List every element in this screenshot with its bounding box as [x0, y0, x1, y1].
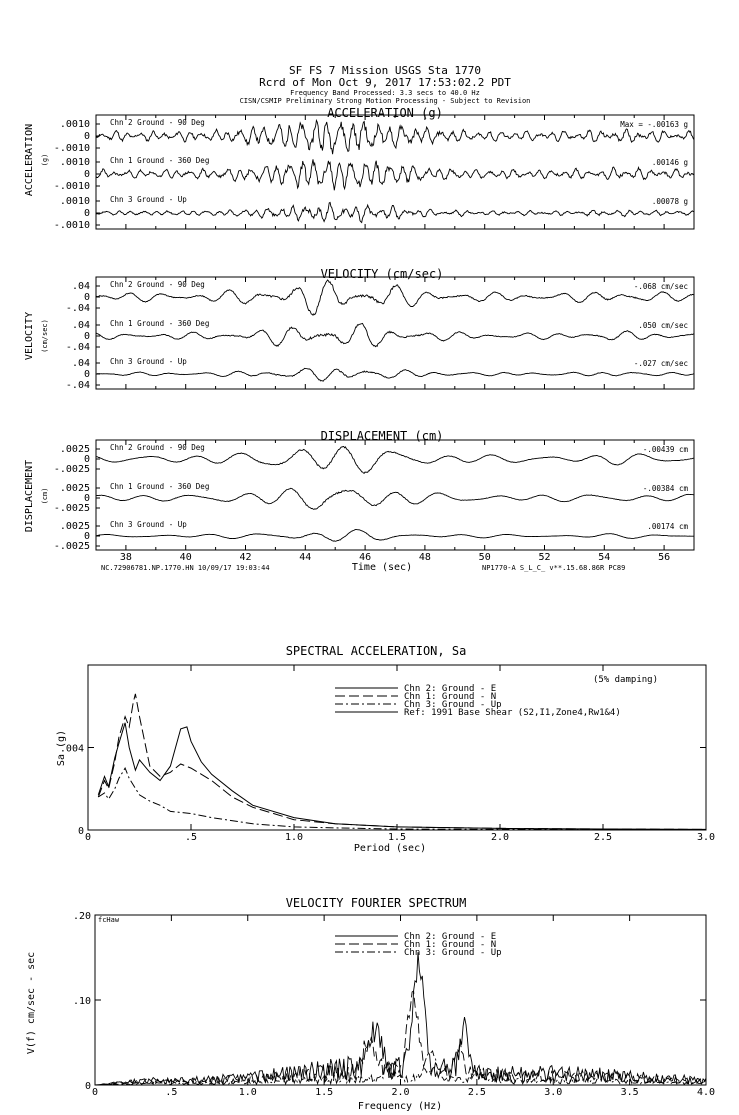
record-id-footer: NC.72906781.NP.1770.HN 10/09/17 19:03:44	[101, 564, 270, 572]
fourier-series-1	[95, 952, 706, 1085]
acceleration-title: ACCELERATION (g)	[327, 106, 443, 120]
accel-peak-label: .00146 g	[651, 158, 688, 167]
fourier-ylabel: V(f) cm/sec - sec	[26, 951, 37, 1055]
vel-channel-label: Chn 1 Ground - 360 Deg	[110, 319, 210, 328]
fourier-x-tick-label: 2.5	[467, 1087, 486, 1098]
fourier-x-tick-label: 2.0	[391, 1087, 410, 1098]
accel-y-tick-label: 0	[83, 131, 90, 142]
fourier-x-tick-label: 1.5	[315, 1087, 334, 1098]
vel-channel-label: Chn 2 Ground - 90 Deg	[110, 280, 205, 289]
displacement-panel	[24, 429, 694, 573]
fourier-legend-label: Chn 2: Ground - E	[404, 932, 497, 942]
disp-y-tick-label: 0	[83, 493, 90, 504]
vel-peak-label: .050 cm/sec	[638, 321, 688, 330]
fourier-x-tick-label: 0	[91, 1087, 99, 1098]
fourier-x-tick-label: 3.0	[544, 1087, 563, 1098]
accel-y-tick-label: .0010	[59, 119, 90, 130]
disp-trace-3	[96, 530, 694, 542]
disp-trace-2	[96, 488, 694, 509]
disp-y-tick-label: .0025	[59, 444, 90, 455]
accel-channel-label: Chn 3 Ground - Up	[110, 195, 187, 204]
disp-x-tick-label: 40	[179, 552, 192, 563]
fourier-title: VELOCITY FOURIER SPECTRUM	[285, 896, 467, 910]
spectral-legend-label: Chn 3: Ground - Up	[404, 700, 502, 710]
header-processing-note: CISN/CSMIP Preliminary Strong Motion Processing - Subject to Revision	[239, 97, 531, 105]
disp-channel-label: Chn 3 Ground - Up	[110, 520, 187, 529]
fourier-x-tick-label: 1.0	[238, 1087, 257, 1098]
velocity-title: VELOCITY (cm/sec)	[320, 267, 444, 281]
disp-x-tick-label: 48	[418, 552, 431, 563]
disp-frame	[96, 440, 694, 550]
acceleration-yunit: (g)	[41, 153, 49, 167]
vel-y-tick-label: 0	[83, 369, 90, 380]
spectral-x-tick-label: 2.0	[490, 832, 510, 843]
disp-peak-label: .00174 cm	[647, 522, 688, 531]
disp-y-tick-label: -.0025	[53, 503, 90, 514]
header-station: SF FS 7 Mission USGS Sta 1770	[288, 64, 482, 77]
velocity-yunit: (cm/sec)	[41, 319, 49, 353]
velocity-fourier-spectrum-chart	[26, 896, 715, 1112]
vel-y-tick-label: .04	[71, 281, 90, 292]
vel-y-tick-label: .04	[71, 320, 90, 331]
fourier-frame	[95, 915, 706, 1085]
disp-x-tick-label: 38	[119, 552, 132, 563]
vel-y-tick-label: 0	[83, 331, 90, 342]
disp-channel-label: Chn 1 Ground - 360 Deg	[110, 482, 210, 491]
spectral-x-tick-label: 1.5	[387, 832, 407, 843]
accel-channel-label: Chn 1 Ground - 360 Deg	[110, 156, 210, 165]
fourier-y-tick-label: .10	[72, 996, 91, 1007]
fourier-legend-label: Chn 3: Ground - Up	[404, 948, 502, 958]
spectral-x-tick-label: 2.5	[593, 832, 613, 843]
fourier-x-tick-label: 4.0	[696, 1087, 716, 1098]
vel-peak-label: -.068 cm/sec	[633, 282, 688, 291]
header-record: Rcrd of Mon Oct 9, 2017 17:53:02.2 PDT	[259, 76, 511, 89]
displacement-yunit: (cm)	[41, 487, 49, 505]
fourier-y-tick-label: 0	[84, 1081, 91, 1092]
spectral-x-tick-label: .5	[184, 832, 198, 843]
spectral-ylabel: Sa (g)	[56, 729, 67, 767]
accel-y-tick-label: .0010	[59, 196, 90, 207]
disp-y-tick-label: .0025	[59, 521, 90, 532]
accel-y-tick-label: -.0010	[53, 220, 90, 231]
vel-channel-label: Chn 3 Ground - Up	[110, 357, 187, 366]
disp-y-tick-label: .0025	[59, 483, 90, 494]
displacement-ylabel: DISPLACEMENT	[24, 459, 35, 533]
disp-x-tick-label: 46	[359, 552, 372, 563]
spectral-acceleration-chart	[56, 644, 715, 854]
fourier-x-tick-label: .5	[165, 1087, 178, 1098]
velocity-panel	[24, 267, 694, 391]
velocity-ylabel: VELOCITY	[24, 311, 35, 361]
acceleration-panel	[24, 106, 694, 231]
header-frequency-band: Frequency Band Processed: 3.3 secs to 40.0 Hz	[290, 89, 480, 97]
disp-x-tick-label: 50	[478, 552, 491, 563]
spectral-series-3	[98, 768, 706, 830]
vel-y-tick-label: -.04	[65, 380, 90, 391]
disp-y-tick-label: 0	[83, 531, 90, 542]
fourier-y-tick-label: .20	[72, 911, 91, 922]
disp-x-tick-label: 44	[299, 552, 312, 563]
disp-channel-label: Chn 2 Ground - 90 Deg	[110, 443, 205, 452]
accel-trace-3	[96, 202, 694, 222]
disp-peak-label: -.00439 cm	[642, 445, 688, 454]
disp-y-tick-label: -.0025	[53, 464, 90, 475]
spectral-x-tick-label: 1.0	[284, 832, 304, 843]
displacement-xlabel: Time (sec)	[351, 562, 413, 573]
vel-trace-3	[96, 368, 694, 381]
spectral-x-tick-label: 0	[84, 832, 92, 843]
vel-y-tick-label: -.04	[65, 303, 90, 314]
accel-y-tick-label: 0	[83, 208, 90, 219]
accel-peak-label: .00078 g	[651, 197, 688, 206]
acceleration-ylabel: ACCELERATION	[24, 123, 35, 197]
vel-peak-label: -.027 cm/sec	[633, 359, 688, 368]
spectral-legend-label: Ref: 1991 Base Shear (S2,I1,Zone4,Rw1&4)	[404, 708, 621, 718]
fourier-legend-label: Chn 1: Ground - N	[404, 940, 497, 950]
accel-y-tick-label: 0	[83, 169, 90, 180]
accel-y-tick-label: .0010	[59, 157, 90, 168]
spectral-legend-label: Chn 2: Ground - E	[404, 684, 497, 694]
fourier-x-tick-label: 3.5	[620, 1087, 639, 1098]
fourier-corner-label: fcHaw	[98, 916, 120, 924]
spectral-xlabel: Period (sec)	[353, 843, 427, 854]
disp-x-tick-label: 42	[239, 552, 252, 563]
spectral-damping-note: (5% damping)	[592, 675, 658, 685]
spectral-title: SPECTRAL ACCELERATION, Sa	[285, 644, 467, 658]
accel-y-tick-label: -.0010	[53, 181, 90, 192]
disp-x-tick-label: 54	[598, 552, 611, 563]
disp-y-tick-label: -.0025	[53, 541, 90, 552]
accel-channel-label: Chn 2 Ground - 90 Deg	[110, 118, 205, 127]
displacement-title: DISPLACEMENT (cm)	[320, 429, 444, 443]
vel-y-tick-label: 0	[83, 292, 90, 303]
disp-peak-label: -.00384 cm	[642, 484, 688, 493]
disp-x-tick-label: 52	[538, 552, 551, 563]
fourier-xlabel: Frequency (Hz)	[357, 1101, 443, 1112]
spectral-x-tick-label: 3.0	[696, 832, 716, 843]
disp-y-tick-label: 0	[83, 454, 90, 465]
processing-id-footer: NP1770-A S_L_C_ v**.15.68.86R PC89	[482, 564, 626, 572]
spectral-legend-label: Chn 1: Ground - N	[404, 692, 497, 702]
vel-frame	[96, 277, 694, 389]
vel-y-tick-label: .04	[71, 358, 90, 369]
accel-peak-label: Max = -.00163 g	[620, 120, 688, 129]
accel-y-tick-label: -.0010	[53, 143, 90, 154]
spectral-y-tick-label: 0	[77, 826, 84, 837]
spectral-frame	[88, 665, 706, 830]
spectral-y-tick-label: .004	[59, 743, 84, 755]
disp-x-tick-label: 56	[658, 552, 671, 563]
vel-y-tick-label: -.04	[65, 342, 90, 353]
